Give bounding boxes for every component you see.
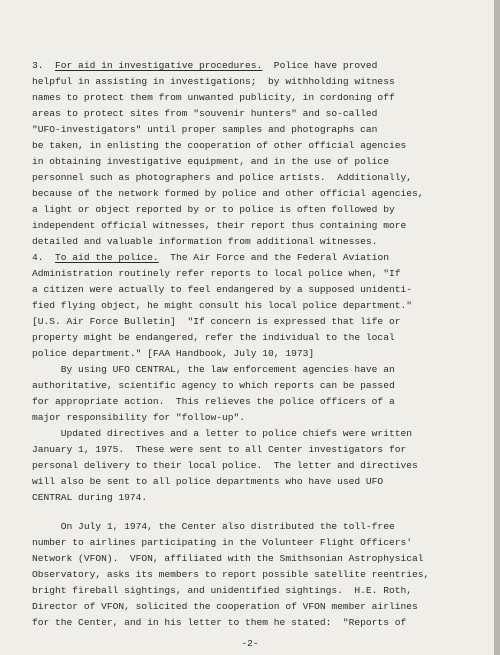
text-run: police department." [FAA Handbook, July 10, 1973] [32,348,315,359]
page-edge-shadow [494,0,500,655]
text-line [32,316,400,328]
text-line [32,412,245,424]
text-run: in obtaining investigative equipment, and in the use of police [32,156,389,167]
text-run: a citizen were actually to feel endangered by a supposed unidenti- [32,284,412,295]
text-line [32,553,424,565]
text-line [32,428,412,440]
text-line [32,364,395,376]
text-run: detailed and valuable information from additional witnesses. [32,236,378,247]
text-line [32,140,406,152]
text-run: fied flying object, he might consult his local police department." [32,300,412,311]
underlined-heading: To aid the police. [55,252,159,263]
text-run: Updated directives and a letter to police chiefs were written [32,428,412,439]
text-run: Observatory, asks its members to report possible satellite reentries, [32,569,430,580]
text-run: "UFO-investigators" until proper samples and photographs can [32,124,378,135]
text-line [32,124,377,136]
page-number: -2- [241,638,259,649]
text-line [32,601,418,613]
text-run: [U.S. Air Force Bulletin] "If concern is expressed that life or [32,316,401,327]
text-run: areas to protect sites from "souvenir hunters" and so-called [32,108,378,119]
text-run: names to protect them from unwanted publicity, in cordoning off [32,92,395,103]
text-line [32,460,418,472]
text-line [32,188,424,200]
text-line [32,268,400,280]
text-run: On July 1, 1974, the Center also distributed the toll-free [32,521,395,532]
text-run: bright fireball sightings, and unidentified sightings. H.E. Roth, [32,585,412,596]
text-line [32,617,406,629]
text-run: Director of VFON, solicited the cooperation of VFON member airlines [32,601,418,612]
underlined-heading: For aid in investigative procedures. [55,60,263,71]
text-line [32,220,406,232]
text-line [32,92,395,104]
text-run: Police have proved [262,60,378,71]
text-run: January 1, 1975. These were sent to all Center investigators for [32,444,407,455]
text-line [32,444,406,456]
text-run: major responsibility for "follow-up". [32,412,246,423]
text-line [32,252,389,264]
text-line [32,172,412,184]
text-line [32,76,395,88]
text-run: independent official witnesses, their report thus containing more [32,220,407,231]
text-run: Network (VFON). VFON, affiliated with the Smithsonian Astrophysical [32,553,424,564]
text-run: personal delivery to their local police. The letter and directives [32,460,418,471]
text-run: number to airlines participating in the Volunteer Flight Officers' [32,537,412,548]
text-run: for appropriate action. This relieves the police officers of a [32,396,395,407]
text-line [32,521,395,533]
text-run: property might be endangered, refer the individual to the local [32,332,395,343]
text-run: By using UFO CENTRAL, the law enforcement agencies have an [32,364,395,375]
text-line [32,236,377,248]
text-run: will also be sent to all police departments who have used UFO [32,476,384,487]
text-line [32,396,395,408]
text-run: 3. [32,60,56,71]
text-line [32,476,383,488]
text-line [32,348,314,360]
text-line [32,537,412,549]
text-run: CENTRAL during 1974. [32,492,148,503]
text-line [32,60,377,72]
text-run: Administration routinely refer reports to local police when, "If [32,268,401,279]
text-run: a light or object reported by or to police is often followed by [32,204,395,215]
text-line [32,108,377,120]
text-run: personnel such as photographers and police artists. Additionally, [32,172,412,183]
text-line [32,585,412,597]
text-line [32,569,429,581]
text-line [32,380,395,392]
text-run: because of the network formed by police and other official agencies, [32,188,424,199]
text-run: helpful in assisting in investigations; by withholding witness [32,76,395,87]
text-run: 4. [32,252,56,263]
text-line [32,332,395,344]
text-line [32,300,412,312]
text-line [32,204,395,216]
text-run: for the Center, and in his letter to them he stated: "Reports of [32,617,407,628]
text-line [32,492,147,504]
text-line [32,284,412,296]
text-run: be taken, in enlisting the cooperation of other official agencies [32,140,407,151]
text-run: The Air Force and the Federal Aviation [158,252,389,263]
text-run: authoritative, scientific agency to which reports can be passed [32,380,395,391]
text-line [32,156,389,168]
